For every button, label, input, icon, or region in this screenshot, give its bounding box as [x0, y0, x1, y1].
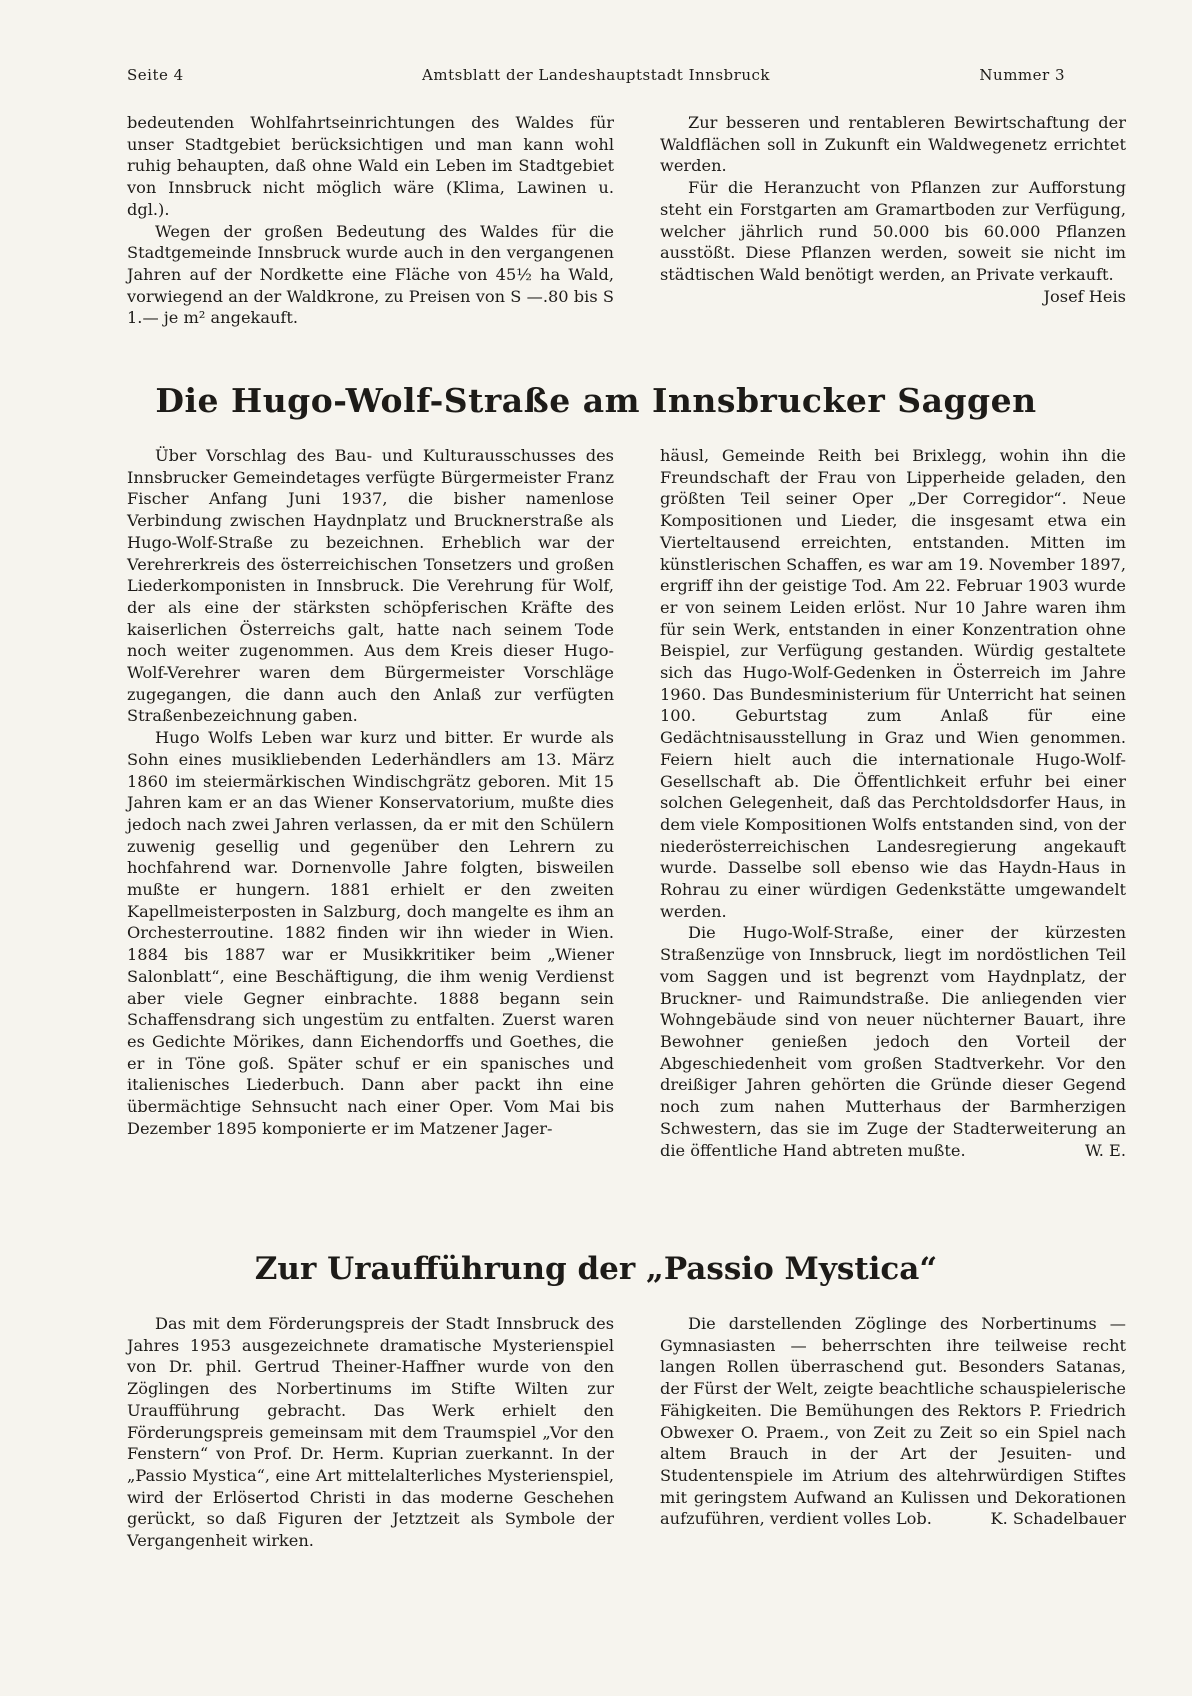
article-title: Die Hugo-Wolf-Straße am Innsbrucker Saggen: [155, 381, 1037, 420]
article-title: Zur Uraufführung der „Passio Mystica“: [254, 1251, 938, 1287]
article1-column-1: [127, 445, 614, 1140]
paragraph: bedeutenden Wohlfahrtseinrichtungen des Waldes für unser Stadtgebiet berücksichtigen und man kann wohl ruhig behaupten, daß ohne Wald ein Leben im Stadtgebiet von Innsbruck nicht möglich wäre (Klima, Lawinen u. dgl.).: [127, 113, 614, 219]
paragraph: Hugo Wolfs Leben war kurz und bitter. Er wurde als Sohn eines musikliebenden Lederhändlers am 13. März 1860 im steiermärkischen Windischgrätz geboren. Mit 15 Jahren kam er an das Wiener Konservatorium, mußte dies jedoch nach zwei Jahren verlassen, da er mit den Schülern zuwenig gesellig und gegenüber den Lehrern zu hochfahrend war. Dornenvolle Jahre folgten, bisweilen mußte er hungern. 1881 erhielt er den zweiten Kapellmeisterposten in Salzburg, doch mangelte es ihm an Orchesterroutine. 1882 finden wir ihn wieder in Wien. 1884 bis 1887 war er Musikkritiker beim „Wiener Salonblatt“, eine Beschäftigung, die ihm wenig Verdienst aber viele Gegner einbrachte. 1888 begann sein Schaffensdrang sich ungestüm zu entfalten. Zuerst waren es Gedichte Mörikes, dann Eichendorffs und Goethes, die er in Töne goß. Später schuf er ein spanisches und italienisches Liederbuch. Dann aber packt ihn eine übermächtige Sehnsucht nach einer Oper. Vom Mai bis Dezember 1895 komponierte er im Matzener Jager-: [127, 728, 614, 1138]
page-header: [127, 66, 1065, 84]
publication-title: Amtsblatt der Landeshauptstadt Innsbruck: [422, 66, 770, 84]
paragraph: häusl, Gemeinde Reith bei Brixlegg, wohin ihn die Freundschaft der Frau von Lipperheide geladen, den größten Teil seiner Oper „Der Corregidor“. Neue Kompositionen und Lieder, die insgesamt etwa ein Vierteltausend erreichten, entstanden. Mitten im künstlerischen Schaffen, es war am 19. November 1897, ergriff ihn der geistige Tod. Am 22. Februar 1903 wurde er von seinem Leiden erlöst. Nur 10 Jahre waren ihm für sein Werk, entstanden in einer Konzentration ohne Beispiel, zur Verfügung gestanden. Würdig gestaltete sich das Hugo-Wolf-Gedenken in Österreich im Jahre 1960. Das Bundesministerium für Unterricht hat seinen 100. Geburtstag zum Anlaß für eine Gedächtnisausstellung in Graz und Wien genommen. Feiern hielt auch die internationale Hugo-Wolf-Gesellschaft ab. Die Öffentlichkeit erfuhr bei einer solchen Gelegenheit, daß das Perchtoldsdorfer Haus, in dem viele Kompositionen Wolfs entstanden sind, von der niederösterreichischen Landesregierung angekauft wurde. Dasselbe soll ebenso wie das Haydn-Haus in Rohrau zu einer würdigen Gedenkstätte umgewandelt werden.: [660, 446, 1126, 921]
top-article-column-1: [127, 112, 614, 329]
author-signature: Josef Heis: [1043, 286, 1126, 306]
issue-number: Nummer 3: [979, 66, 1065, 84]
paragraph: Die Hugo-Wolf-Straße, einer der kürzesten Straßenzüge von Innsbruck, liegt im nordöstlichen Teil vom Saggen und ist begrenzt vom Haydnplatz, der Bruckner- und Raimundstraße. Die anliegenden vier Wohngebäude sind von neuer nüchterner Bauart, ihre Bewohner genießen jedoch den Vorteil der Abgeschiedenheit vom großen Stadtverkehr. Vor den dreißiger Jahren gehörten die Gründe dieser Gegend noch zum nahen Mutterhaus der Barmherzigen Schwestern, das sie im Zuge der Stadterweiterung an die öffentliche Hand abtreten mußte. W. E.: [660, 923, 1126, 1160]
page-number: Seite 4: [127, 66, 184, 84]
author-signature: K. Schadelbauer: [990, 1509, 1126, 1529]
article2-column-1: [127, 1313, 614, 1552]
paragraph: Zur besseren und rentableren Bewirtschaftung der Waldflächen soll in Zukunft ein Waldwegenetz errichtet werden.: [660, 113, 1126, 176]
article2-column-2: [660, 1313, 1126, 1530]
paragraph: Das mit dem Förderungspreis der Stadt Innsbruck des Jahres 1953 ausgezeichnete dramatische Mysterienspiel von Dr. phil. Gertrud Theiner-Haffner wurde von den Zöglingen des Norbertinums im Stifte Wilten zur Uraufführung gebracht. Das Werk erhielt den Förderungspreis gemeinsam mit dem Traumspiel „Vor den Fenstern“ von Prof. Dr. Herm. Kuprian zuerkannt. In der „Passio Mystica“, eine Art mittelalterliches Mysterienspiel, wird der Erlösertod Christi in das moderne Geschehen gerückt, so daß Figuren der Jetztzeit als Symbole der Vergangenheit wirken.: [127, 1314, 614, 1551]
top-article-column-2: [660, 112, 1126, 307]
article1-column-2: [660, 445, 1126, 1161]
paragraph: Über Vorschlag des Bau- und Kulturausschusses des Innsbrucker Gemeindetages verfügte Bürgermeister Franz Fischer Anfang Juni 1937, die bisher namenlose Verbindung zwischen Haydnplatz und Brucknerstraße als Hugo-Wolf-Straße zu bezeichnen. Erheblich war der Verehrerkreis des österreichischen Tonsetzers und großen Liederkomponisten in Innsbruck. Die Verehrung für Wolf, der als eine der stärksten schöpferischen Kräfte des kaiserlichen Österreichs galt, hatte nach seinem Tode noch weiter zugenommen. Aus dem Kreis dieser Hugo-Wolf-Verehrer waren dem Bürgermeister Vorschläge zugegangen, die dann auch den Anlaß zur verfügten Straßenbezeichnung gaben.: [127, 446, 614, 726]
author-signature: W. E.: [1084, 1140, 1126, 1160]
paragraph: Für die Heranzucht von Pflanzen zur Aufforstung steht ein Forstgarten am Gramartboden zur Verfügung, welcher jährlich rund 50.000 bis 60.000 Pflanzen ausstößt. Diese Pflanzen werden, soweit sie nicht im städtischen Wald benötigt werden, an Private verkauft. Josef Heis: [660, 178, 1126, 306]
paragraph: Wegen der großen Bedeutung des Waldes für die Stadtgemeinde Innsbruck wurde auch in den vergangenen Jahren auf der Nordkette eine Fläche von 45½ ha Wald, vorwiegend an der Waldkrone, zu Preisen von S —.80 bis S 1.— je m² angekauft.: [127, 221, 614, 328]
paragraph: Die darstellenden Zöglinge des Norbertinums — Gymnasiasten — beherrschten ihre teilweise recht langen Rollen überraschend gut. Besonders Satanas, der Fürst der Welt, zeigte beachtliche schauspielerische Fähigkeiten. Die Bemühungen des Rektors P. Friedrich Obwexer O. Praem., von Zeit zu Zeit so ein Spiel nach altem Brauch in der Art der Jesuiten- und Studentenspiele im Atrium des altehrwürdigen Stiftes mit geringstem Aufwand an Kulissen und Dekorationen aufzuführen, verdient volles Lob. K. Schadelbauer: [660, 1314, 1126, 1529]
